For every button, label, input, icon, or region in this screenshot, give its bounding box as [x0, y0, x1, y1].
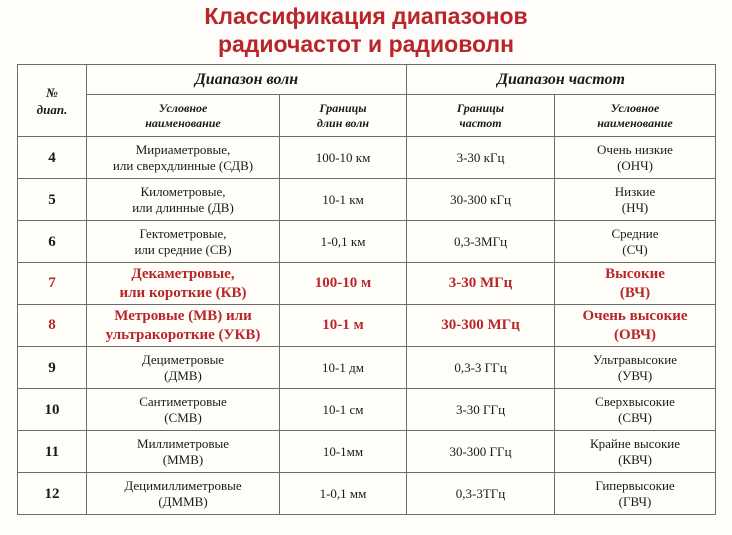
header-wave-bounds-line-1: Границы	[319, 100, 367, 115]
wave-name	[87, 431, 280, 473]
wave-name	[87, 389, 280, 431]
frequency-name	[555, 221, 716, 263]
frequency-name-line-1: Высокие	[605, 265, 665, 282]
frequency-bounds: 3-30 ГГц	[407, 389, 555, 431]
frequency-bounds: 0,3-3ТГц	[407, 473, 555, 515]
frequency-name	[555, 347, 716, 389]
frequency-name	[555, 179, 716, 221]
header-wave-name-line-1: Условное	[158, 100, 208, 115]
header-frequency-name	[555, 95, 716, 137]
frequency-name-line-2: (СЧ)	[622, 241, 648, 257]
wave-bounds: 1-0,1 км	[280, 221, 407, 263]
table-row-range-5	[18, 179, 716, 221]
header-frequency-bounds-line-1: Границы	[456, 100, 505, 115]
frequency-name-line-2: (ГВЧ)	[618, 493, 652, 509]
frequency-name	[555, 389, 716, 431]
wave-name-line-2: или длинные (ДВ)	[132, 199, 234, 215]
wave-name-line-2: (СМВ)	[164, 409, 202, 425]
header-wave-name-line-2: наименование	[145, 115, 221, 130]
wave-name-line-2: или средние (СВ)	[134, 241, 232, 257]
frequency-name-line-2: (ОВЧ)	[614, 326, 656, 343]
wave-bounds: 100-10 км	[280, 137, 407, 179]
wave-name	[87, 179, 280, 221]
table-row-range-7	[18, 263, 716, 305]
wave-name-line-1: Мириаметровые,	[135, 141, 231, 157]
frequency-name	[555, 137, 716, 179]
wave-bounds: 10-1мм	[280, 431, 407, 473]
frequency-name-line-1: Ультравысокие	[593, 351, 677, 367]
wave-name-line-1: Метровые (МВ) или	[114, 307, 252, 324]
wave-name-line-1: Сантиметровые	[139, 393, 227, 409]
range-number: 6	[18, 221, 87, 263]
range-number: 10	[18, 389, 87, 431]
header-range-number	[18, 65, 87, 137]
frequency-bounds: 30-300 кГц	[407, 179, 555, 221]
wave-bounds: 100-10 м	[280, 263, 407, 305]
wave-name-line-2: или сверхдлинные (СДВ)	[112, 157, 254, 173]
range-number: 5	[18, 179, 87, 221]
wave-name-line-1: Децимиллиметровые	[124, 477, 242, 493]
table-row-range-4	[18, 137, 716, 179]
header-wave-bounds	[280, 95, 407, 137]
frequency-name-line-1: Крайне высокие	[589, 435, 681, 451]
frequency-name	[555, 431, 716, 473]
frequency-name-line-2: (СВЧ)	[618, 409, 652, 425]
frequency-name-line-2: (ОНЧ)	[617, 157, 653, 173]
wave-name-line-2: (ДММВ)	[158, 493, 208, 509]
frequency-name	[555, 305, 716, 347]
header-frequency-name-line-1: Условное	[610, 100, 660, 115]
wave-name	[87, 305, 280, 347]
range-number: 7	[18, 263, 87, 305]
header-range-number-line-1: №	[46, 84, 58, 100]
frequency-name-line-2: (НЧ)	[621, 199, 649, 215]
range-number: 4	[18, 137, 87, 179]
header-frequency-bounds-line-2: частот	[459, 115, 502, 130]
wave-name	[87, 473, 280, 515]
wave-bounds: 10-1 м	[280, 305, 407, 347]
range-number: 9	[18, 347, 87, 389]
frequency-bounds: 0,3-3МГц	[407, 221, 555, 263]
frequency-name-line-2: (КВЧ)	[618, 451, 652, 467]
wave-name	[87, 137, 280, 179]
wave-name-line-2: ультракороткие (УКВ)	[105, 326, 261, 343]
frequency-bounds: 3-30 кГц	[407, 137, 555, 179]
page-title-line-2: радиочастот и радиоволн	[217, 31, 515, 57]
frequency-name-line-1: Очень высокие	[582, 307, 688, 324]
table-row-range-10	[18, 389, 716, 431]
wave-name-line-2: (ДМВ)	[164, 367, 202, 383]
wave-name-line-1: Дециметровые	[141, 351, 225, 367]
header-wave-name	[87, 95, 280, 137]
frequency-bounds: 3-30 МГц	[407, 263, 555, 305]
frequency-name-line-1: Гипервысокие	[595, 477, 675, 493]
frequency-name-line-1: Сверхвысокие	[595, 393, 675, 409]
range-number: 8	[18, 305, 87, 347]
frequency-name-line-1: Средние	[611, 225, 659, 241]
wave-name-line-1: Декаметровые,	[131, 265, 235, 282]
frequency-name-line-1: Низкие	[614, 183, 656, 199]
page-title-line-1: Классификация диапазонов	[204, 3, 528, 29]
table-row-range-12	[18, 473, 716, 515]
frequency-name-line-2: (УВЧ)	[617, 367, 653, 383]
frequency-name	[555, 473, 716, 515]
header-wave-bounds-line-2: длин волн	[316, 115, 370, 130]
wave-bounds: 10-1 см	[280, 389, 407, 431]
wave-name-line-1: Гектометровые,	[139, 225, 227, 241]
frequency-name-line-1: Очень низкие	[597, 141, 673, 157]
table-row-range-9	[18, 347, 716, 389]
wave-bounds: 10-1 дм	[280, 347, 407, 389]
frequency-bounds: 30-300 МГц	[407, 305, 555, 347]
header-frequency-range: Диапазон частот	[407, 65, 716, 95]
table-row-range-8	[18, 305, 716, 347]
range-number: 12	[18, 473, 87, 515]
table-row-range-11	[18, 431, 716, 473]
wave-name	[87, 263, 280, 305]
frequency-bounds: 0,3-3 ГГц	[407, 347, 555, 389]
header-frequency-bounds	[407, 95, 555, 137]
frequency-name	[555, 263, 716, 305]
wave-name-line-2: или короткие (КВ)	[119, 284, 247, 301]
wave-name-line-2: (ММВ)	[162, 451, 204, 467]
header-range-number-line-2: диап.	[36, 101, 68, 117]
wave-bounds: 10-1 км	[280, 179, 407, 221]
frequency-bounds: 30-300 ГГц	[407, 431, 555, 473]
wave-bounds: 1-0,1 мм	[280, 473, 407, 515]
header-wave-range: Диапазон волн	[87, 65, 407, 95]
table-row-range-6	[18, 221, 716, 263]
radio-ranges-table	[17, 64, 716, 515]
range-number: 11	[18, 431, 87, 473]
wave-name-line-1: Километровые,	[140, 183, 226, 199]
frequency-name-line-2: (ВЧ)	[619, 284, 651, 301]
header-frequency-name-line-2: наименование	[597, 115, 673, 130]
wave-name-line-1: Миллиметровые	[137, 435, 229, 451]
wave-name	[87, 221, 280, 263]
wave-name	[87, 347, 280, 389]
